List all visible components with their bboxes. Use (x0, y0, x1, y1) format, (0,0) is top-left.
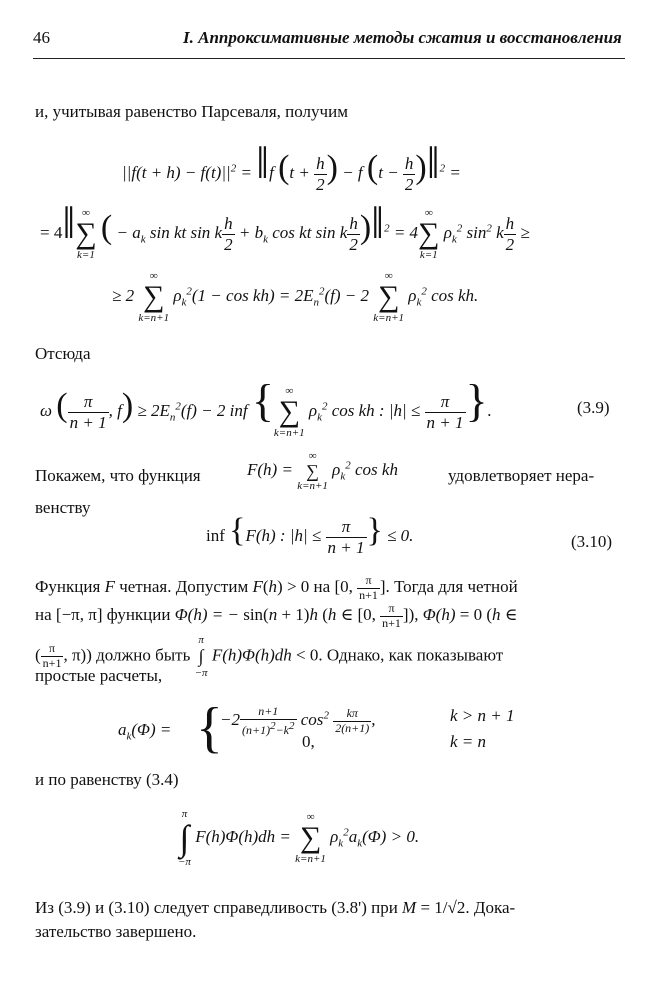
piecewise-brace: { (196, 697, 223, 759)
p4-word-function: Функция (35, 577, 101, 597)
equation-parseval-line-1: $||f(t + h) - f(t)||^2$ = ‖f (t + $\frac{h}{2}$ ) − f (t − $\frac{h}{2}$ )‖$^2$ = (122, 137, 461, 194)
paragraph-2: Отсюда (35, 344, 91, 363)
paragraph-4-line-2: на [−π, π] функции Φ(h) = − sin(n + 1)h (h ∈ [0, $\frac{\pi}{n+1}$ ]), Φ(h) = 0 (h ∈ (35, 601, 518, 630)
paragraph-3-end: удовлетворяет нера- (448, 466, 595, 485)
p6-word-however: Однако, как показывают (326, 645, 504, 665)
p4-word-then: Тогда для четной (394, 577, 518, 597)
paragraph-3-start: Покажем, что функция (35, 466, 201, 485)
equation-parseval-line-2: = 4‖ ∞ ∑ k=1 ( − $a_k$ sin kt sin k $\frac{h}{2}$ + $b_k$ cos kt sin k $\frac{h}{2}$ )‖$^2$ = 4 ∞ ∑ k=1 $\rho_k^2$ $\sin^2 k$ $\frac{h}{2}$ ≥ (40, 197, 530, 262)
equation-3-10: inf {F(h) : |h| ≤ $\frac{\pi}{n + 1}$ } ≤ 0. (206, 512, 414, 557)
equation-integral: π ∫ −π F(h)Φ(h)dh = ∞ ∑ k=n+1 $\rho_k^2a_k(\Phi) > 0$. (178, 808, 420, 868)
equation-parseval-line-3: ≥ 2 ∞ ∑ k=n+1 $\rho_k^2(1 - \cos kh) = 2E_n^2(f) - 2$ ∞ ∑ k=n+1 $\rho_k^2$ cos kh. (112, 270, 479, 324)
piecewise-case-1: −2 $\frac{n+1}{(n+1)^2-k^2}$ $\cos^2$ $\frac{k\pi}{2(n+1)}$ , (220, 704, 376, 737)
piecewise-cond-2: k = n (450, 732, 487, 751)
header-rule (33, 58, 625, 59)
paragraph-6-line-1: Из (3.9) и (3.10) следует справедливость (3.8') при M = 1/√2. Дока- (35, 898, 516, 917)
equation-3-9: ω ( $\frac{\pi}{n + 1}$ , $f) \ge 2E_n^2(f) - 2$ inf { ∞ ∑ k=n+1 $\rho_k^2$ cos kh : |h| ≤ $\frac{\pi}{n + 1}$ }. (40, 375, 492, 440)
paragraph-1: и, учитывая равенство Парсеваля, получим (35, 102, 348, 121)
p4-word-on: на (313, 577, 331, 597)
paragraph-6-line-2: зательство завершено. (35, 922, 197, 941)
paragraph-5: и по равенству (3.4) (35, 770, 179, 789)
final-text: Из (3.9) и (3.10) следует справедливость (3.8') при (35, 898, 398, 917)
paragraph-4-line-4: простые расчеты, (35, 666, 163, 685)
equation-3-10-tag: (3.10) (571, 532, 613, 551)
piecewise-case-2: 0, (302, 732, 315, 751)
equation-3-9-tag: (3.9) (577, 398, 610, 417)
p5-word-functions: функции (106, 605, 171, 625)
paragraph-4-line-3: ( $\frac{\pi}{n+1}$ , π)) должно быть π ∫ −π F(h)Φ(h)dh < 0. Однако, как показывают (35, 634, 504, 679)
p6-word-must: должно быть (96, 645, 191, 665)
page-number: 46 (33, 28, 50, 47)
running-title: I. Аппроксимативные методы сжатия и восстановления (183, 28, 622, 47)
paragraph-3-cont: венству (35, 498, 91, 517)
p5-word-on: на (35, 605, 52, 625)
piecewise-cond-1: k > n + 1 (450, 706, 515, 725)
final-text-end: . Дока- (465, 898, 516, 917)
paragraph-4-line-1: Функция F четная. Допустим F(h) > 0 на [0, $\frac{\pi}{n+1}$ ]. Тогда для четной (35, 573, 518, 602)
equation-a-k-phi: $a_k(\Phi)$ = (118, 720, 172, 743)
inline-function-F: F(h) = ∞ ∑ k=n+1 $\rho_k^2$ cos kh (247, 450, 398, 492)
p4-word-even: четная. Допустим (119, 577, 249, 597)
